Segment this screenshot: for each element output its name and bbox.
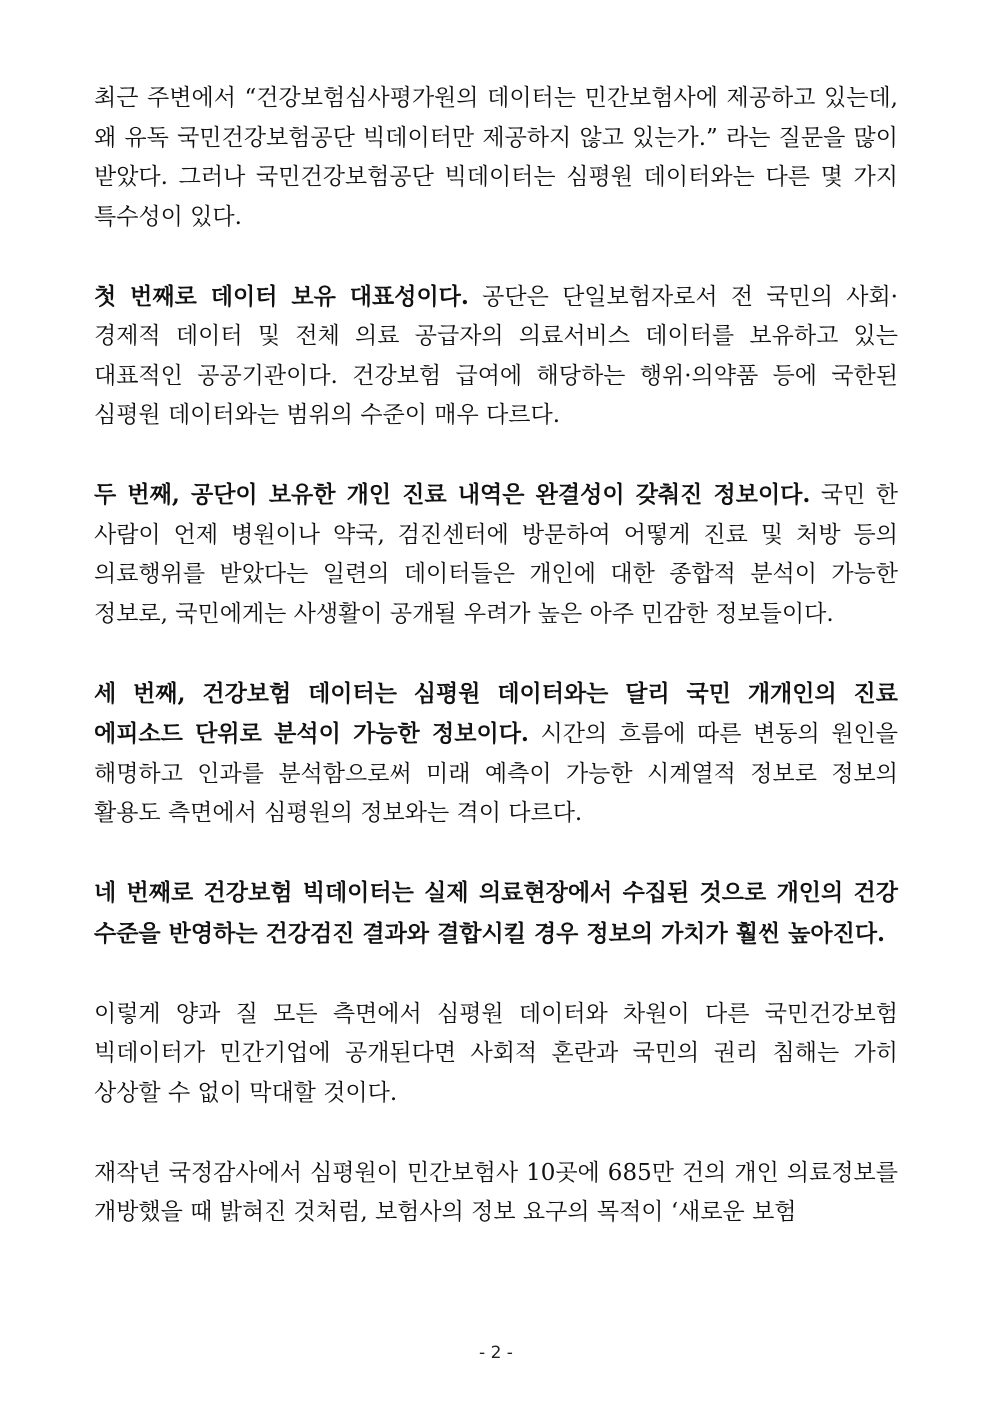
paragraph-text: 최근 주변에서 “건강보험심사평가원의 데이터는 민간보험사에 제공하고 있는데, 왜 유독 국민건강보험공단 빅데이터만 제공하지 않고 있는가.” 라는 질문을 많이 받았다. 그러나 국민건강보험공단 빅데이터는 심평원 데이터와는 다른 몇 가지 특수성이 있다. <box>94 85 898 230</box>
paragraph-intro <box>94 78 898 237</box>
paragraph-point-4 <box>94 873 898 954</box>
paragraph-text: 재작년 국정감사에서 심평원이 민간보험사 10곳에 685만 건의 개인 의료정보를 개방했을 때 밝혀진 것처럼, 보험사의 정보 요구의 목적이 ‘새로운 보험 <box>94 1159 898 1225</box>
paragraph-audit <box>94 1153 898 1233</box>
page-number: - 2 - <box>479 1343 513 1363</box>
paragraph-point-2 <box>94 475 898 634</box>
paragraph-lead: 네 번째로 건강보험 빅데이터는 실제 의료현장에서 수집된 것으로 개인의 건강 수준을 반영하는 건강검진 결과와 결합시킬 경우 정보의 가치가 훨씬 높아진다. <box>94 879 898 947</box>
paragraph-lead: 두 번째, 공단이 보유한 개인 진료 내역은 완결성이 갖춰진 정보이다. <box>94 481 811 508</box>
document-body <box>94 78 898 1233</box>
paragraph-lead: 첫 번째로 데이터 보유 대표성이다. <box>94 282 469 310</box>
paragraph-text: 시간의 흐름에 따른 변동의 원인을 해명하고 인과를 분석함으로써 미래 예측이 가능한 시계열적 정보로 정보의 활용도 측면에서 심평원의 정보와는 격이 다르다. <box>94 721 898 826</box>
paragraph-text: 국민 한 사람이 언제 병원이나 약국, 검진센터에 방문하여 어떻게 진료 및 처방 등의 의료행위를 받았다는 일련의 데이터들은 개인에 대한 종합적 분석이 가능한 정보로, 국민에게는 사생활이 공개될 우려가 높은 아주 민감한 정보들이다. <box>94 482 899 627</box>
paragraph-text: 공단은 단일보험자로서 전 국민의 사회·경제적 데이터 및 전체 의료 공급자의 의료서비스 데이터를 보유하고 있는 대표적인 공공기관이다. 건강보험 급여에 해당하는 행위·의약품 등에 국한된 심평원 데이터와는 범위의 수준이 매우 다르다. <box>94 283 898 428</box>
paragraph-text: 이렇게 양과 질 모든 측면에서 심평원 데이터와 차원이 다른 국민건강보험 빅데이터가 민간기업에 공개된다면 사회적 혼란과 국민의 권리 침해는 가히 상상할 수 없이 막대할 것이다. <box>94 1000 898 1106</box>
paragraph-point-1 <box>94 277 898 436</box>
paragraph-lead: 세 번째, 건강보험 데이터는 심평원 데이터와는 달리 국민 개개인의 진료 에피소드 단위로 분석이 가능한 정보이다. <box>94 679 898 747</box>
paragraph-point-3 <box>94 674 898 834</box>
paragraph-conclusion <box>94 994 898 1114</box>
